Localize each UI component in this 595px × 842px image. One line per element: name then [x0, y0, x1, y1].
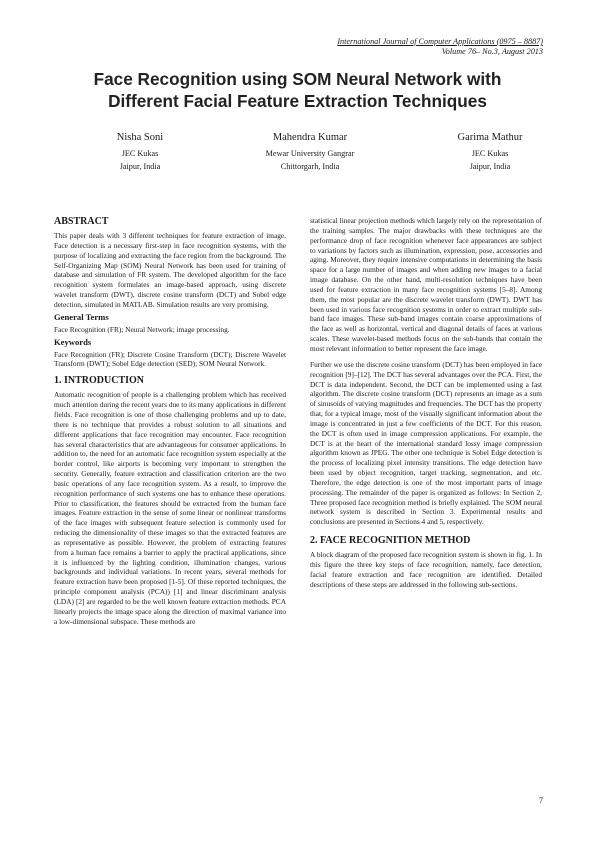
general-terms-text: Face Recognition (FR); Neural Network; image processing. [54, 324, 230, 334]
section-2-text: A block diagram of the proposed face recognition system is shown in fig. 1. In this figure the three key steps of face recognition, namely, face detection, facial feature extraction and face recognition are identified. Detailed descriptions of these steps are addressed in the following sub-sections. [310, 550, 542, 589]
page-number: 7 [538, 796, 543, 805]
introduction-heading: 1. INTRODUCTION [54, 375, 145, 387]
journal-name: International Journal of Computer Applications (0975 – 8887) [337, 37, 543, 46]
left-column [54, 216, 286, 627]
author-location: Jaipur, India [119, 161, 161, 171]
title-line-2: Different Facial Feature Extraction Techniques [108, 91, 487, 111]
body-paragraph: Further we use the discrete cosine transform (DCT) has been employed in face recognition [9]–[12]. The DCT has several advantages over the PCA. First, the DCT is data independent. Second, the DCT can be implemented using a fast algorithm. The discrete cosine transform (DCT) represents an image as a sum of sinusoids of varying magnitudes and frequencies. The DCT has the property that, for a typical image, most of the visually significant information about the image is concentrated in just a few coefficients of the DCT. For this reason, the DCT is often used in image compression applications. For example, the DCT is at the heart of the international standard lossy image compression algorithm known as JPEG. The other one technique is Sobel Edge detection is the process of localizing pixel intensity transitions. The edge detection have been used by object recognition, target tracking, segmentation, and etc. Therefore, the edge detection is one of the most important parts of image processing. The remainder of the paper is organized as follows: In Section 2, Three proposed face recognition method is briefly explained. The SOM neural network system is described in Section 3. Experimental results and conclusions are presented in Sections 4 and 5, respectively. [310, 359, 542, 527]
author-affiliation: JEC Kukas [471, 149, 509, 158]
author-name: Garima Mathur [457, 132, 523, 143]
paper-title [40, 68, 555, 112]
author-affiliation: JEC Kukas [121, 149, 159, 158]
journal-volume: Volume 76– No.3, August 2013 [441, 47, 543, 56]
keywords-text: Face Recognition (FR); Discrete Cosine Transform (DCT); Discrete Wavelet Transform (DWT); Sobel Edge detection (SED); SOM Neural Network. [54, 349, 286, 369]
author-location: Chittorgarh, India [280, 161, 340, 171]
journal-header [243, 37, 543, 57]
author-name: Mahendra Kumar [272, 132, 348, 143]
general-terms-heading: General Terms [54, 311, 109, 322]
author-block-2 [240, 131, 380, 173]
section-2-heading: 2. FACE RECOGNITION METHOD [310, 535, 471, 547]
author-location: Jaipur, India [469, 161, 511, 171]
right-column [310, 216, 542, 590]
author-affiliation: Mewar University Gangrar [265, 149, 355, 158]
body-paragraph: statistical linear projection methods which largely rely on the representation of the training samples. The major drawbacks with these techniques are the performance drop of face recognition whenever face appearances are subject to variations by factors such as illumination, expression, pose, accessories and aging. Moreover, they require intensive computations in determining the basis space for a large number of images and when adding new images to a facial image database. On the other hand, multi-resolution techniques have been used for feature extraction in many face recognition systems [5–8]. Among them, the most popular are the discrete wavelet transform (DWT). DWT has been used in various face recognition systems in order to extract multiple sub-band face images. These sub-band images contain coarse approximations of the face as well as horizontal, vertical and diagonal details of faces at various scales. These wavelet-based methods focus on the sub-bands that contain the most relevant information to better represent the face image. [310, 216, 542, 353]
abstract-heading: ABSTRACT [54, 216, 109, 227]
title-line-1: Face Recognition using SOM Neural Network with [93, 69, 502, 89]
author-name: Nisha Soni [116, 132, 164, 143]
keywords-heading: Keywords [54, 336, 92, 347]
introduction-text: Automatic recognition of people is a challenging problem which has received much attention during the recent years due to its many applications in different fields. Face recognition is one of those challenging problems and up to date, there is no technique that provides a robust solution to all situations and different applications that face recognition may encounter. Face recognition has several characteristics that are advantageous for consumer applications. In addition to, the need for an automatic face recognition system especially at the border control, like airports is becoming very important to strengthen the security. Generally, feature extraction and classification criterion are the two basic operations of any face recognition system. As a result, to improve the recognition performance of such systems one has to enhance these operations. Prior to classification, the features should be extracted from the human face images. Feature extraction in the sense of some linear or nonlinear transforms of the face images with subsequent feature selection is commonly used for reducing the dimensionality of these images so that the extracted features are as representative as possible. However, the problem of extracting features from a human face remains a barrier to apply the practical applications, since it is influenced by the lighting condition, illumination changes, various backgrounds and individual variations. In recent years, several methods for feature extraction have been proposed [1-5]. Of these reported techniques, the principle component analysis (PCA)) [1] and linear discriminant analysis (LDA) [2] are regarded to be the well known feature extraction methods. PCA linearly projects the image space along the direction of maximal variance into a low-dimensional subspace. These methods are [54, 390, 286, 626]
author-block-3 [430, 131, 550, 173]
author-block-1 [80, 131, 200, 173]
abstract-text: This paper deals with 3 different techniques for feature extraction of image. Face detection is a necessary first-step in face recognition systems, with the purpose of localizing and extracting the face region from the background. The Self-Organizing Map (SOM) Neural Network has been used for training of database and simulation of FR system. The developed algorithm for the face recognition system formulates an image-based approach, using discrete wavelet transform (DWT), discrete cosine transform (DCT) and Sobel edge detection, simulated in MATLAB. Simulation results are very promising. [54, 231, 286, 309]
